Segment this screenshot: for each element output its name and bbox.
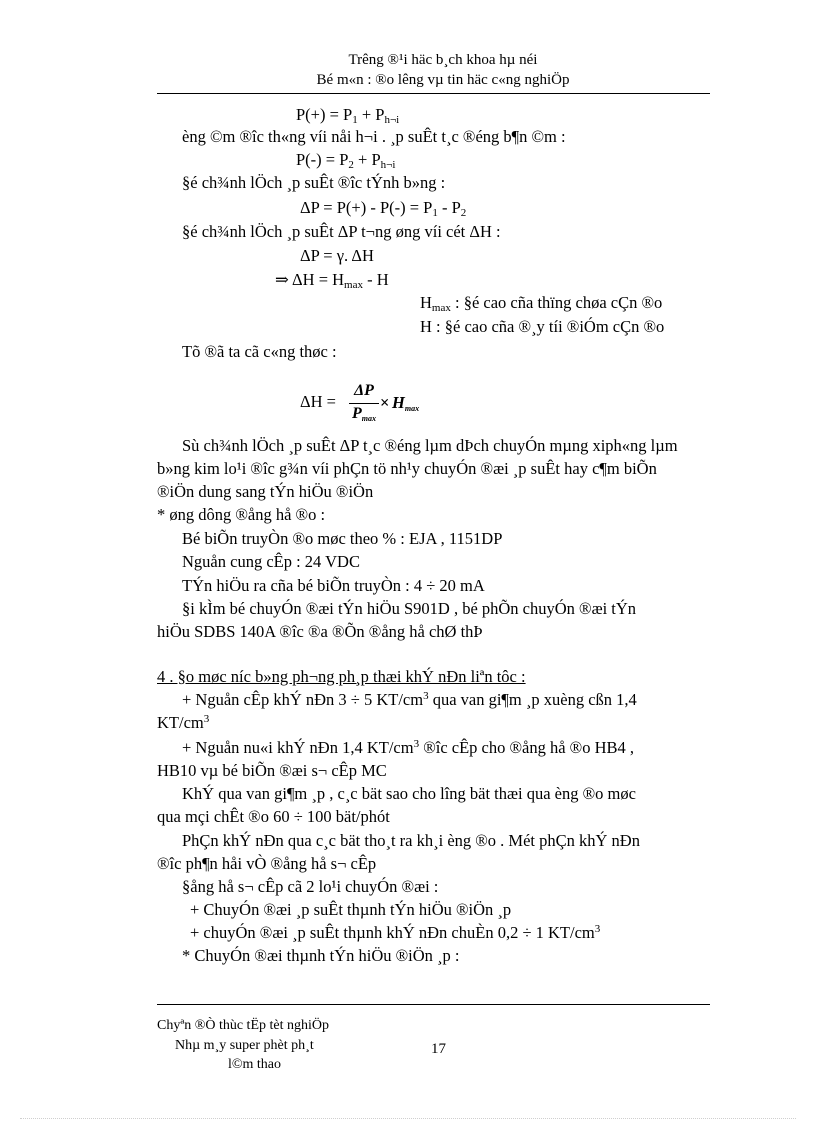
eq-delta-p: $\Delta P = P(+) - P(-) = P_1 - P_2$ xyxy=(300,198,467,219)
section-4-item-2-line-1: + Nguån nu«i khÝ nÐn 1,4 $KT/cm^3$ ®îc cÊp cho ®ång hå ®o HB4 , xyxy=(182,738,635,757)
footer-line-2: Nhµ m¸y super phèt ph¸t xyxy=(175,1038,314,1053)
section-4-para-4-line-2: ®îc ph¶n håi vÒ ®ång hå s¬ cÊp xyxy=(157,854,377,873)
paragraph-application: * øng dông ®ång hå ®o : xyxy=(157,505,326,524)
text-chenh-1: §é ch¾nh lÖch ¸p suÊt ®îc tÝnh b»ng : xyxy=(182,173,446,192)
paragraph-power: Nguån cung cÊp : 24 VDC xyxy=(182,552,360,571)
eq-p-minus: $P(-) = P_2 + P_{h\neg i}$ xyxy=(296,150,396,171)
section-4-item-1-line-2: $KT/cm^3$ xyxy=(157,713,210,732)
formula-fraction-bar xyxy=(349,403,379,404)
section-4-item-8: * ChuyÓn ®æi thµnh tÝn hiÖu ®iÖn ¸p : xyxy=(182,946,460,965)
formula-denominator: $P_{max}$ xyxy=(351,405,376,423)
section-4-item-1-line-1: + Nguån cÊp khÝ nÐn 3 ÷ 5 $KT/cm^3$ qua van gi¶m ¸p xuèng cßn 1,4 xyxy=(182,690,637,709)
section-4-item-6: + ChuyÓn ®æi ¸p suÊt thµnh tÝn hiÖu ®iÖn ¸p xyxy=(190,900,512,919)
paragraph-1-line-2: b»ng kim lo¹i ®îc g¾n víi phÇn tö nh¹y chuyÓn ®æi ¸p suÊt hay c¶m biÕn xyxy=(157,459,657,478)
page-bottom-border xyxy=(20,1118,796,1119)
footer-rule xyxy=(157,1004,710,1005)
footer-line-3: l©m thao xyxy=(228,1057,282,1072)
formula-hmax: $H_{max}$ xyxy=(392,393,420,413)
paragraph-1-line-3: ®iÖn dung sang tÝn hiÖu ®iÖn xyxy=(157,482,374,501)
section-4-item-2-line-2: HB10 vµ bé biÕn ®æi s¬ cÊp MC xyxy=(157,761,387,780)
paragraph-transmitter: Bé biÕn truyÒn ®o møc theo % : EJA , 1151DP xyxy=(182,529,503,548)
paragraph-converter-line-2: hiÖu SDBS 140A ®îc ®a ®Õn ®ång hå chØ thÞ xyxy=(157,622,483,641)
header-rule xyxy=(157,93,710,94)
section-4-para-3-line-1: KhÝ qua van gi¶m ¸p , c¸c bät sao cho lîng bät thæi qua èng ®o møc xyxy=(182,784,636,803)
section-4-item-7: + chuyÓn ®æi ¸p suÊt thµnh khÝ nÐn chuÈn 0,2 ÷ 1 $KT/cm^3$ xyxy=(190,923,601,942)
hmax-definition: $H_{max}$ : §é cao cña thïng chøa cÇn ®o xyxy=(420,293,663,314)
section-4-para-3-line-2: qua mçi chÊt ®o 60 ÷ 100 bät/phót xyxy=(157,807,390,826)
formula-times: × xyxy=(380,393,390,412)
paragraph-1-line-1: Sù ch¾nh lÖch ¸p suÊt ΔP t¸c ®éng lµm dÞch chuyÓn mµng xiph«ng lµm xyxy=(182,436,678,455)
eq-dh: ⇒ $\Delta H = H_{max} - H$ xyxy=(275,270,389,291)
eq-p-plus: $P(+) = P_1 + P_{h\neg i}$ xyxy=(296,105,400,126)
section-4-para-5: §ång hå s¬ cÊp cã 2 lo¹i chuyÓn ®æi : xyxy=(182,877,439,896)
header-school: Trêng ®¹i häc b¸ch khoa hµ néi xyxy=(348,52,538,68)
eq-dp-gamma: ΔP = γ. ΔH xyxy=(300,246,374,265)
h-definition: H : §é cao cña ®¸y tíi ®iÓm cÇn ®o xyxy=(420,317,665,336)
text-chenh-2: §é ch¾nh lÖch ¸p suÊt ΔP t¬ng øng víi cét ΔH : xyxy=(182,222,501,241)
formula-lhs: ΔH = xyxy=(300,392,336,411)
text-tu: Tõ ®ã ta cã c«ng thøc : xyxy=(182,342,337,361)
paragraph-output-signal: TÝn hiÖu ra cña bé biÕn truyÒn : 4 ÷ 20 mA xyxy=(182,576,485,595)
page-number: 17 xyxy=(431,1041,446,1057)
formula-numerator: ΔP xyxy=(354,382,374,399)
header-department: Bé m«n : ®o lêng vµ tin häc c«ng nghiÖp xyxy=(316,72,570,88)
paragraph-converter-line-1: §i kÌm bé chuyÓn ®æi tÝn hiÖu S901D , bé phÕn chuyÓn ®æi tÝn xyxy=(182,599,637,618)
section-4-heading: 4 . §o møc níc b»ng ph¬ng ph¸p thæi khÝ nÐn liªn tôc : xyxy=(157,667,526,686)
footer-line-1: Chyªn ®Ò thùc tËp tèt nghiÖp xyxy=(157,1018,329,1033)
text-am: èng ©m ®îc th«ng víi nåi h¬i . ¸p suÊt t¸c ®éng b¶n ©m : xyxy=(182,127,566,146)
section-4-para-4-line-1: PhÇn khÝ nÐn qua c¸c bät tho¸t ra kh¸i èng ®o . Mét phÇn khÝ nÐn xyxy=(182,831,640,850)
